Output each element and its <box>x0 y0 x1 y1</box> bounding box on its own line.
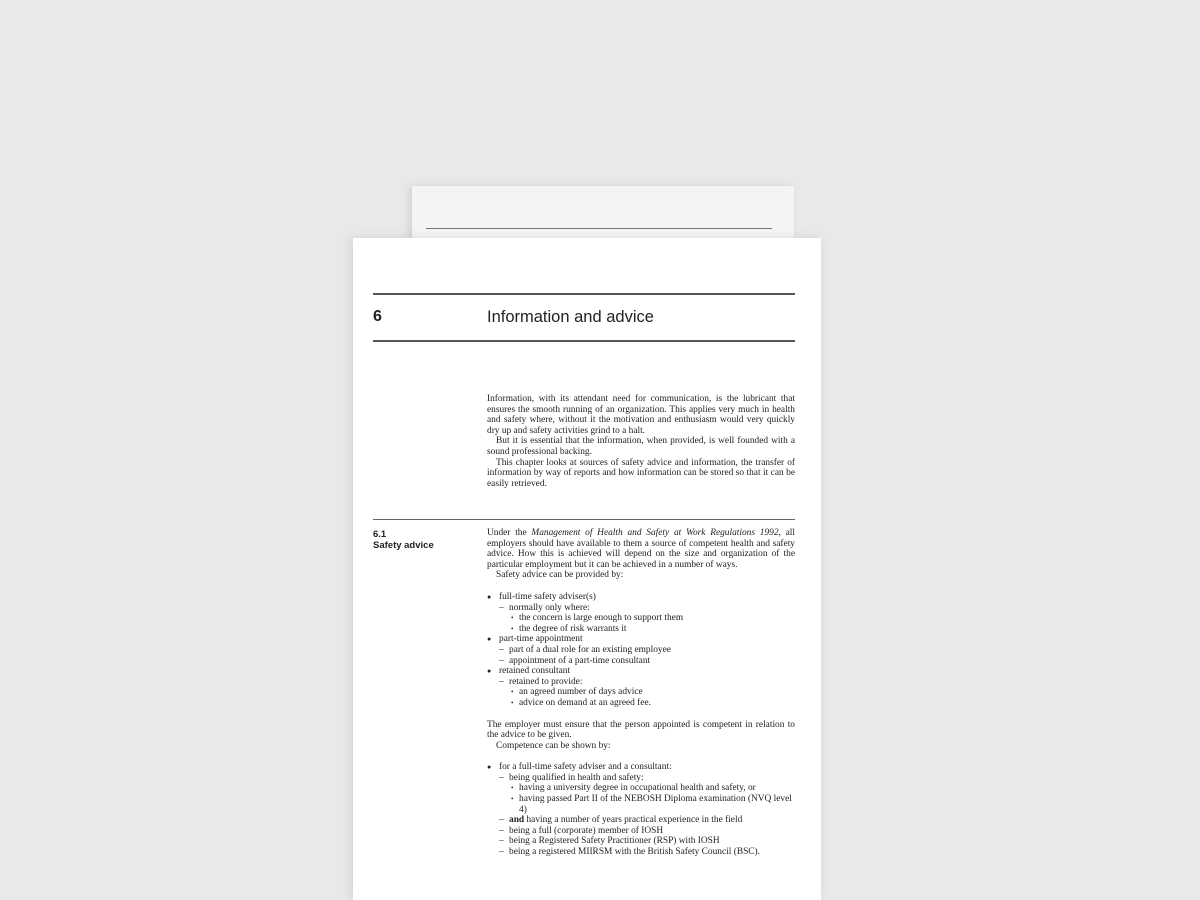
section-title: Safety advice <box>373 540 434 551</box>
back-page-rule <box>426 228 772 229</box>
list-item: – being a full (corporate) member of IOSH <box>499 826 795 837</box>
section-number: 6.1 <box>373 529 387 540</box>
list-item: • the concern is large enough to support them <box>509 613 795 624</box>
list-item: – appointment of a part-time consultant <box>499 656 795 667</box>
regulation-title: Management of Health and Safety at Work Regulations 1992 <box>531 528 779 538</box>
list-item: • having a university degree in occupational health and safety, or <box>509 783 795 794</box>
list-item: • an agreed number of days advice <box>509 687 795 698</box>
list-item: – part of a dual role for an existing employee <box>499 645 795 656</box>
intro-paragraph: Information, with its attendant need for communication, is the lubricant that ensures the smooth running of an organization. This applies very much in health and safety where, without it the motivation and enthusiasm would very quickly dry up and safety activities grind to a halt. <box>487 394 795 436</box>
advice-sources-list <box>487 592 795 709</box>
intro-paragraph: This chapter looks at sources of safety advice and information, the transfer of information by way of reports and how information can be stored so that it can be easily retrieved. <box>487 457 795 489</box>
list-item: – and having a number of years practical experience in the field <box>499 815 795 826</box>
section-paragraph: Safety advice can be provided by: <box>496 570 624 581</box>
list-item: – being qualified in health and safety: • having a university degree in occupational health and safety, or • having passed Part II of the NEBOSH Diploma examination (NVQ level 4) <box>499 773 795 815</box>
chapter-number: 6 <box>373 308 382 325</box>
list-item: • having passed Part II of the NEBOSH Diploma examination (NVQ level 4) <box>509 794 795 815</box>
competence-list <box>487 762 795 857</box>
list-item: ● for a full-time safety adviser and a consultant: – being qualified in health and safety: • having a university degree in occupational health and safety, or • having passed Part II of the NEBOSH Diploma examination (NVQ level 4) – and having a number of years practical experience in the field – being a full (corporate) member of IOSH – being a Registered Safety Practitioner (RSP) with IOSH – being a registered MIIRSM with the British Safety Council (BSC). <box>487 762 795 857</box>
list-item: ● full-time safety adviser(s) – normally only where: • the concern is large enough to support them • the degree of risk warrants it <box>487 592 795 634</box>
list-item: ● retained consultant – retained to provide: • an agreed number of days advice • advice on demand at an agreed fee. <box>487 666 795 708</box>
title-rule <box>373 340 795 342</box>
section-body <box>487 528 795 858</box>
list-item: • the degree of risk warrants it <box>509 624 795 635</box>
list-item: ● part-time appointment – part of a dual role for an existing employee – appointment of a part-time consultant <box>487 634 795 666</box>
list-item: – normally only where: • the concern is large enough to support them • the degree of risk warrants it <box>499 603 795 635</box>
document-page <box>353 238 821 900</box>
section-paragraph: Under the Management of Health and Safety at Work Regulations 1992, all employers should have available to them a source of competent health and safety advice. How this is achieved will depend on the size and organization of the particular employment but it can be achieved in a number of ways. <box>487 528 796 570</box>
list-item: – being a Registered Safety Practitioner (RSP) with IOSH <box>499 836 795 847</box>
intro-text <box>487 394 795 489</box>
top-rule <box>373 293 795 295</box>
section-paragraph: The employer must ensure that the person appointed is competent in relation to the advice to be given. <box>487 719 795 741</box>
intro-paragraph: But it is essential that the information, when provided, is well founded with a sound professional backing. <box>487 436 795 457</box>
chapter-title: Information and advice <box>487 308 654 326</box>
list-item: • advice on demand at an agreed fee. <box>509 698 795 709</box>
list-item: – being a registered MIIRSM with the British Safety Council (BSC). <box>499 847 795 858</box>
section-rule <box>373 519 795 520</box>
list-item: – retained to provide: • an agreed number of days advice • advice on demand at an agreed fee. <box>499 677 795 709</box>
section-paragraph: Competence can be shown by: <box>496 740 611 751</box>
